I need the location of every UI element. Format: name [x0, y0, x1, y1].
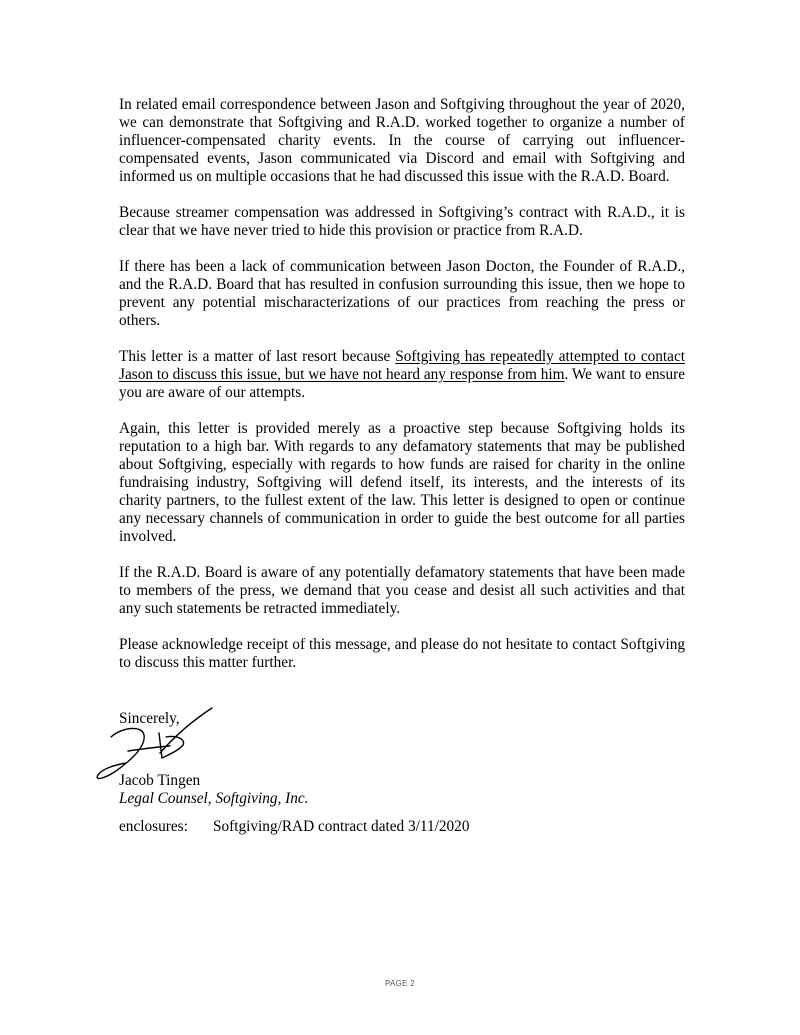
paragraph-lack-of-communication: If there has been a lack of communication between Jason Docton, the Founder of R.A.D., and the R.A.D. Board that has resulted in confusion surrounding this issue, then we hope to prevent any potential mischaracterizations of our practices from reaching the press or others. — [119, 258, 685, 329]
enclosures-line — [119, 818, 469, 836]
last-resort-underlined-text: Softgiving has repeatedly attempted to contact Jason to discuss this issue, but we have not heard any response from him — [119, 348, 685, 383]
signature-stroke-d — [159, 733, 184, 758]
signer-title: Legal Counsel, Softgiving, Inc. — [119, 790, 309, 807]
paragraph-proactive-step: Again, this letter is provided merely as a proactive step because Softgiving holds its reputation to a high bar. With regards to any defamatory statements that may be published about Softgiving, especially with regards to how funds are raised for charity in the online fundraising industry, Softgiving will defend itself, its interests, and the interests of its charity partners, to the fullest extent of the law. This letter is designed to open or continue any necessary channels of communication in order to guide the best outcome for all parties involved. — [119, 420, 685, 545]
paragraph-cease-and-desist: If the R.A.D. Board is aware of any potentially defamatory statements that have been made to members of the press, we demand that you cease and desist all such activities and that any such statements be retracted immediately. — [119, 564, 685, 617]
paragraph-acknowledge-receipt: Please acknowledge receipt of this message, and please do not hesitate to contact Softgiving to discuss this matter further. — [119, 636, 685, 671]
last-resort-text-after: . We want to ensure you are aware of our attempts. — [119, 366, 685, 401]
last-resort-text-before: This letter is a matter of last resort because — [119, 348, 396, 365]
paragraph-streamer-compensation: Because streamer compensation was addressed in Softgiving’s contract with R.A.D., it is clear that we have never tried to hide this provision or practice from R.A.D. — [119, 204, 685, 239]
letter-body — [119, 96, 685, 690]
paragraph-email-correspondence: In related email correspondence between Jason and Softgiving throughout the year of 2020, we can demonstrate that Softgiving and R.A.D. worked together to organize a number of influencer-compensated charity events. In the course of carrying out influencer-compensated events, Jason communicated via Discord and email with Softgiving and informed us on multiple occasions that he had discussed this issue with the R.A.D. Board. — [119, 96, 685, 185]
closing-salutation: Sincerely, — [119, 710, 180, 727]
signature-stroke-j — [97, 728, 144, 778]
handwritten-signature — [92, 705, 217, 785]
paragraph-last-resort — [119, 348, 685, 402]
enclosures-label: enclosures: — [119, 818, 188, 835]
page-number: PAGE 2 — [384, 979, 416, 988]
signer-name: Jacob Tingen — [119, 772, 201, 789]
enclosures-value: Softgiving/RAD contract dated 3/11/2020 — [213, 818, 470, 835]
